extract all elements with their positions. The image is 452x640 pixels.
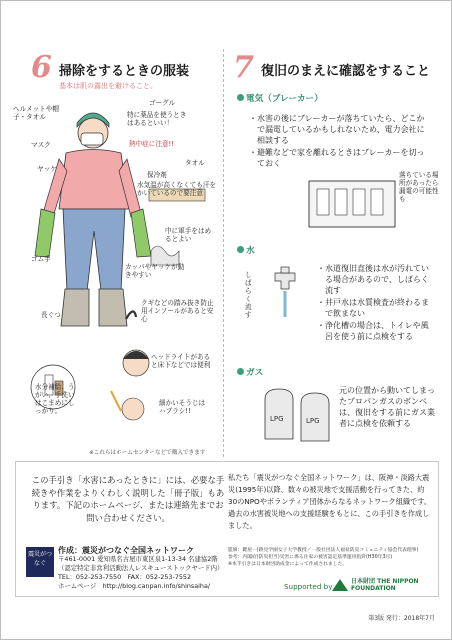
gas-heading: ガス bbox=[237, 366, 263, 378]
bullet-dot-icon bbox=[237, 94, 244, 101]
list-item: ・ 避難などで家を離れるときはブレーカーを切っておく bbox=[249, 147, 427, 169]
list-item: ・ 水害の後にブレーカーが落ちていたら、どこかで漏電しているかもしれないため、電力会社に相談する bbox=[249, 113, 427, 146]
list-item: ・ 井戸水は水質検査が終わるまで飲まない bbox=[317, 297, 435, 319]
gas-text: 元の位置から動いてしまったプロパンガスのボンベは、復旧をする前にガス業者に点検を依頼する bbox=[339, 386, 435, 428]
water-flow-note: しばらく流す bbox=[245, 271, 252, 319]
water-list bbox=[317, 263, 435, 343]
label-jacket: ヤッケ bbox=[37, 165, 57, 173]
org-address-note: （認定特定非営利活動法人レスキューストックヤード内） bbox=[58, 564, 224, 572]
network-logo: 震災がつなぐ bbox=[26, 547, 54, 577]
label-insole: クギなどの踏み抜き防止用インソールがあると安心 bbox=[141, 299, 214, 323]
label-toothbrush: 細かいそうじはハブラシ!! bbox=[159, 399, 206, 415]
label-boots: 長ぐつ bbox=[41, 311, 61, 319]
electric-heading: 電気（ブレーカー） bbox=[237, 92, 323, 104]
label-cool-pack: 保冷剤 bbox=[147, 171, 167, 179]
electric-note: 落ちている場所があったら漏電の可能性も bbox=[399, 171, 439, 203]
supervisor-note: 監修：鍵屋一(跡見学園女子大学教授／一般社団法人福祉防災コミュニティ協会代表理事) bbox=[228, 548, 419, 553]
label-towel: タオル bbox=[185, 159, 205, 167]
shopping-footnote: ※これらはホームセンターなどで購入できます bbox=[89, 450, 206, 456]
cylinder-label: LPG bbox=[270, 415, 284, 423]
info-box bbox=[15, 461, 439, 597]
label-heatstroke: 熱中症に注意!! bbox=[129, 140, 174, 148]
about-text: 私たち「震災がつなぐ全国ネットワーク」は、阪神・淡路大震災(1995年)以降、数々の被災地で支援活動を行ってきた、約30のNPOやボランティア団体からなるネットワーク組織です。過去の水害被災地への支援経験をもとに、この手引きを作成しました。 bbox=[228, 473, 432, 530]
org-contact: TEL：052-253-7550 FAX：052-253-7552 bbox=[58, 573, 192, 581]
column-divider bbox=[223, 49, 224, 457]
booklet-info: この手引き「水害にあったときに」には、必要な手続きや作業をよりくわしく説明した「冊子版」もあります。下記のホームページ、または連絡先までお問い合わせください。 bbox=[31, 475, 225, 523]
foundation-mark-icon bbox=[332, 579, 348, 591]
label-raincoat: カッパやヤッケが動きやすい bbox=[125, 263, 185, 279]
bullet-dot-icon bbox=[237, 246, 244, 253]
credits bbox=[228, 547, 434, 568]
label-headlight: ヘッドライトがあると床下などでは便利 bbox=[151, 353, 211, 369]
section-6-number: 6 bbox=[31, 50, 52, 85]
gas-cylinder-illustration bbox=[257, 383, 337, 445]
water-heading: 水 bbox=[237, 244, 255, 256]
label-goggles: ゴーグル bbox=[149, 99, 176, 107]
grant-note: ※本手引きは日本財団助成金によって作成されました。 bbox=[228, 562, 348, 567]
organization-info bbox=[58, 546, 223, 591]
foundation-name: 日本財団 THE NIPPON FOUNDATION bbox=[351, 578, 419, 592]
electric-list bbox=[249, 113, 427, 170]
list-item: ・ 浄化槽の場合は、トイレや風呂を使う前に点検をする bbox=[317, 320, 435, 342]
edition-info: 第3版 発行：2018年7月 bbox=[368, 615, 435, 622]
cylinder-label: LPG bbox=[306, 417, 320, 425]
label-helmet: ヘルメットや帽子・タオル bbox=[13, 105, 59, 121]
supported-by-label: Supported by bbox=[284, 582, 333, 591]
org-homepage-link[interactable]: ホームページ http://blog.canpan.info/shinsaiha/ bbox=[58, 582, 211, 590]
bullet-dot-icon bbox=[237, 368, 244, 375]
label-sweat: 水気温が高くなくても汗をかいているので要注意 bbox=[137, 181, 217, 197]
label-hydration: 水分補給、うがい、手洗いはこまめにしっかり。 bbox=[35, 383, 75, 415]
section-6-title: 掃除をするときの服装 bbox=[59, 64, 190, 79]
reference-note: 参考：内閣府(防災担当)災害に係る住家の被害認定基準運用指針(H30年3月) bbox=[228, 555, 393, 560]
label-mask-note: 特に薬品を使うときはあるといい！ bbox=[127, 111, 187, 127]
org-address: 〒461-0001 愛知県名古屋市東区泉1-13-34 名建協2階 bbox=[58, 555, 218, 563]
org-name: 作成：震災がつなぐ全国ネットワーク bbox=[58, 546, 194, 555]
section-6-subtitle: 基本は肌の露出を避けること。 bbox=[59, 82, 157, 90]
section-7-number: 7 bbox=[233, 50, 254, 85]
section-7-title: 復旧のまえに確認をすること bbox=[261, 64, 431, 79]
label-gloves: 中に軍手をはめるとよい bbox=[165, 227, 212, 243]
label-rubber-gloves: ゴム手 bbox=[31, 255, 51, 263]
label-mask: マスク bbox=[31, 141, 51, 149]
list-item: ・ 水道復旧直後は水が汚れている場合があるので、しばらく流す bbox=[317, 263, 435, 296]
nippon-foundation-logo bbox=[332, 578, 419, 592]
breaker-panel-illustration bbox=[307, 179, 397, 229]
faucet-illustration bbox=[255, 263, 315, 321]
